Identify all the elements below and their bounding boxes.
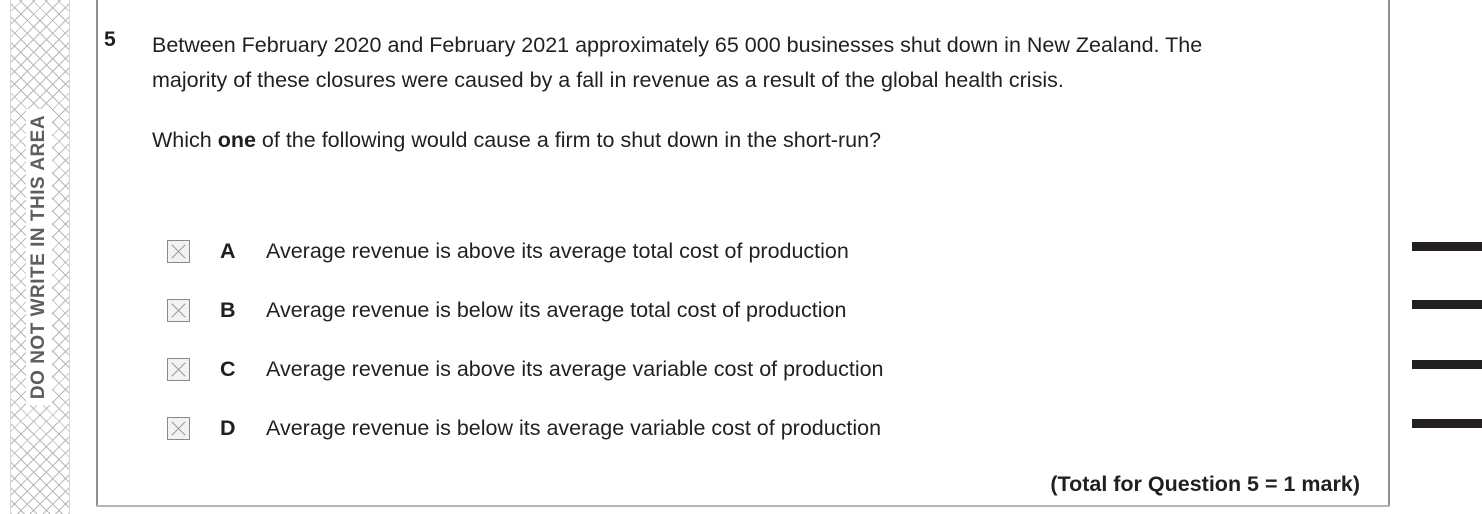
option-text: Average revenue is below its average variable cost of production [266, 416, 882, 440]
frame-right-rule [1388, 0, 1390, 505]
register-mark [1412, 419, 1482, 428]
stem-paragraph-1-text: Between February 2020 and February 2021 approximately 65 000 businesses shut down in New Zealand. The majority of these closures were caused by a fall in revenue as a result of the global health crisis. [152, 33, 1203, 92]
answer-options [152, 222, 1302, 458]
option-row[interactable] [152, 222, 1302, 281]
do-not-write-strip [0, 0, 78, 514]
option-row[interactable] [152, 281, 1302, 340]
option-text: Average revenue is below its average total cost of production [266, 298, 847, 322]
stem-prefix: Which [152, 128, 218, 152]
question-total-marks: (Total for Question 5 = 1 mark) [1050, 472, 1360, 496]
question-number: 5 [104, 28, 116, 51]
question-stem [152, 28, 1222, 158]
checkbox-icon[interactable] [167, 358, 190, 381]
checkbox-icon[interactable] [167, 299, 190, 322]
question-block [104, 0, 1374, 505]
frame-bottom-rule [96, 505, 1390, 507]
register-mark [1412, 360, 1482, 369]
stem-emphasis-one: one [217, 128, 256, 152]
option-row[interactable] [152, 399, 1302, 458]
checkbox-icon[interactable] [167, 417, 190, 440]
option-letter: C [220, 357, 236, 381]
stem-suffix: of the following would cause a firm to shut down in the short-run? [255, 128, 881, 152]
option-row[interactable] [152, 340, 1302, 399]
stem-paragraph-1 [152, 28, 1222, 98]
option-text: Average revenue is above its average total cost of production [266, 239, 849, 263]
option-letter: D [220, 416, 236, 440]
register-mark [1412, 242, 1482, 251]
register-mark [1412, 300, 1482, 309]
checkbox-icon[interactable] [167, 240, 190, 263]
register-marks [1412, 0, 1482, 514]
option-letter: A [220, 239, 236, 263]
option-text: Average revenue is above its average variable cost of production [266, 357, 884, 381]
side-label-wrap [10, 0, 68, 514]
frame-left-rule [96, 0, 98, 505]
do-not-write-label: DO NOT WRITE IN THIS AREA [26, 109, 52, 405]
stem-paragraph-2 [152, 123, 1222, 158]
option-letter: B [220, 298, 236, 322]
